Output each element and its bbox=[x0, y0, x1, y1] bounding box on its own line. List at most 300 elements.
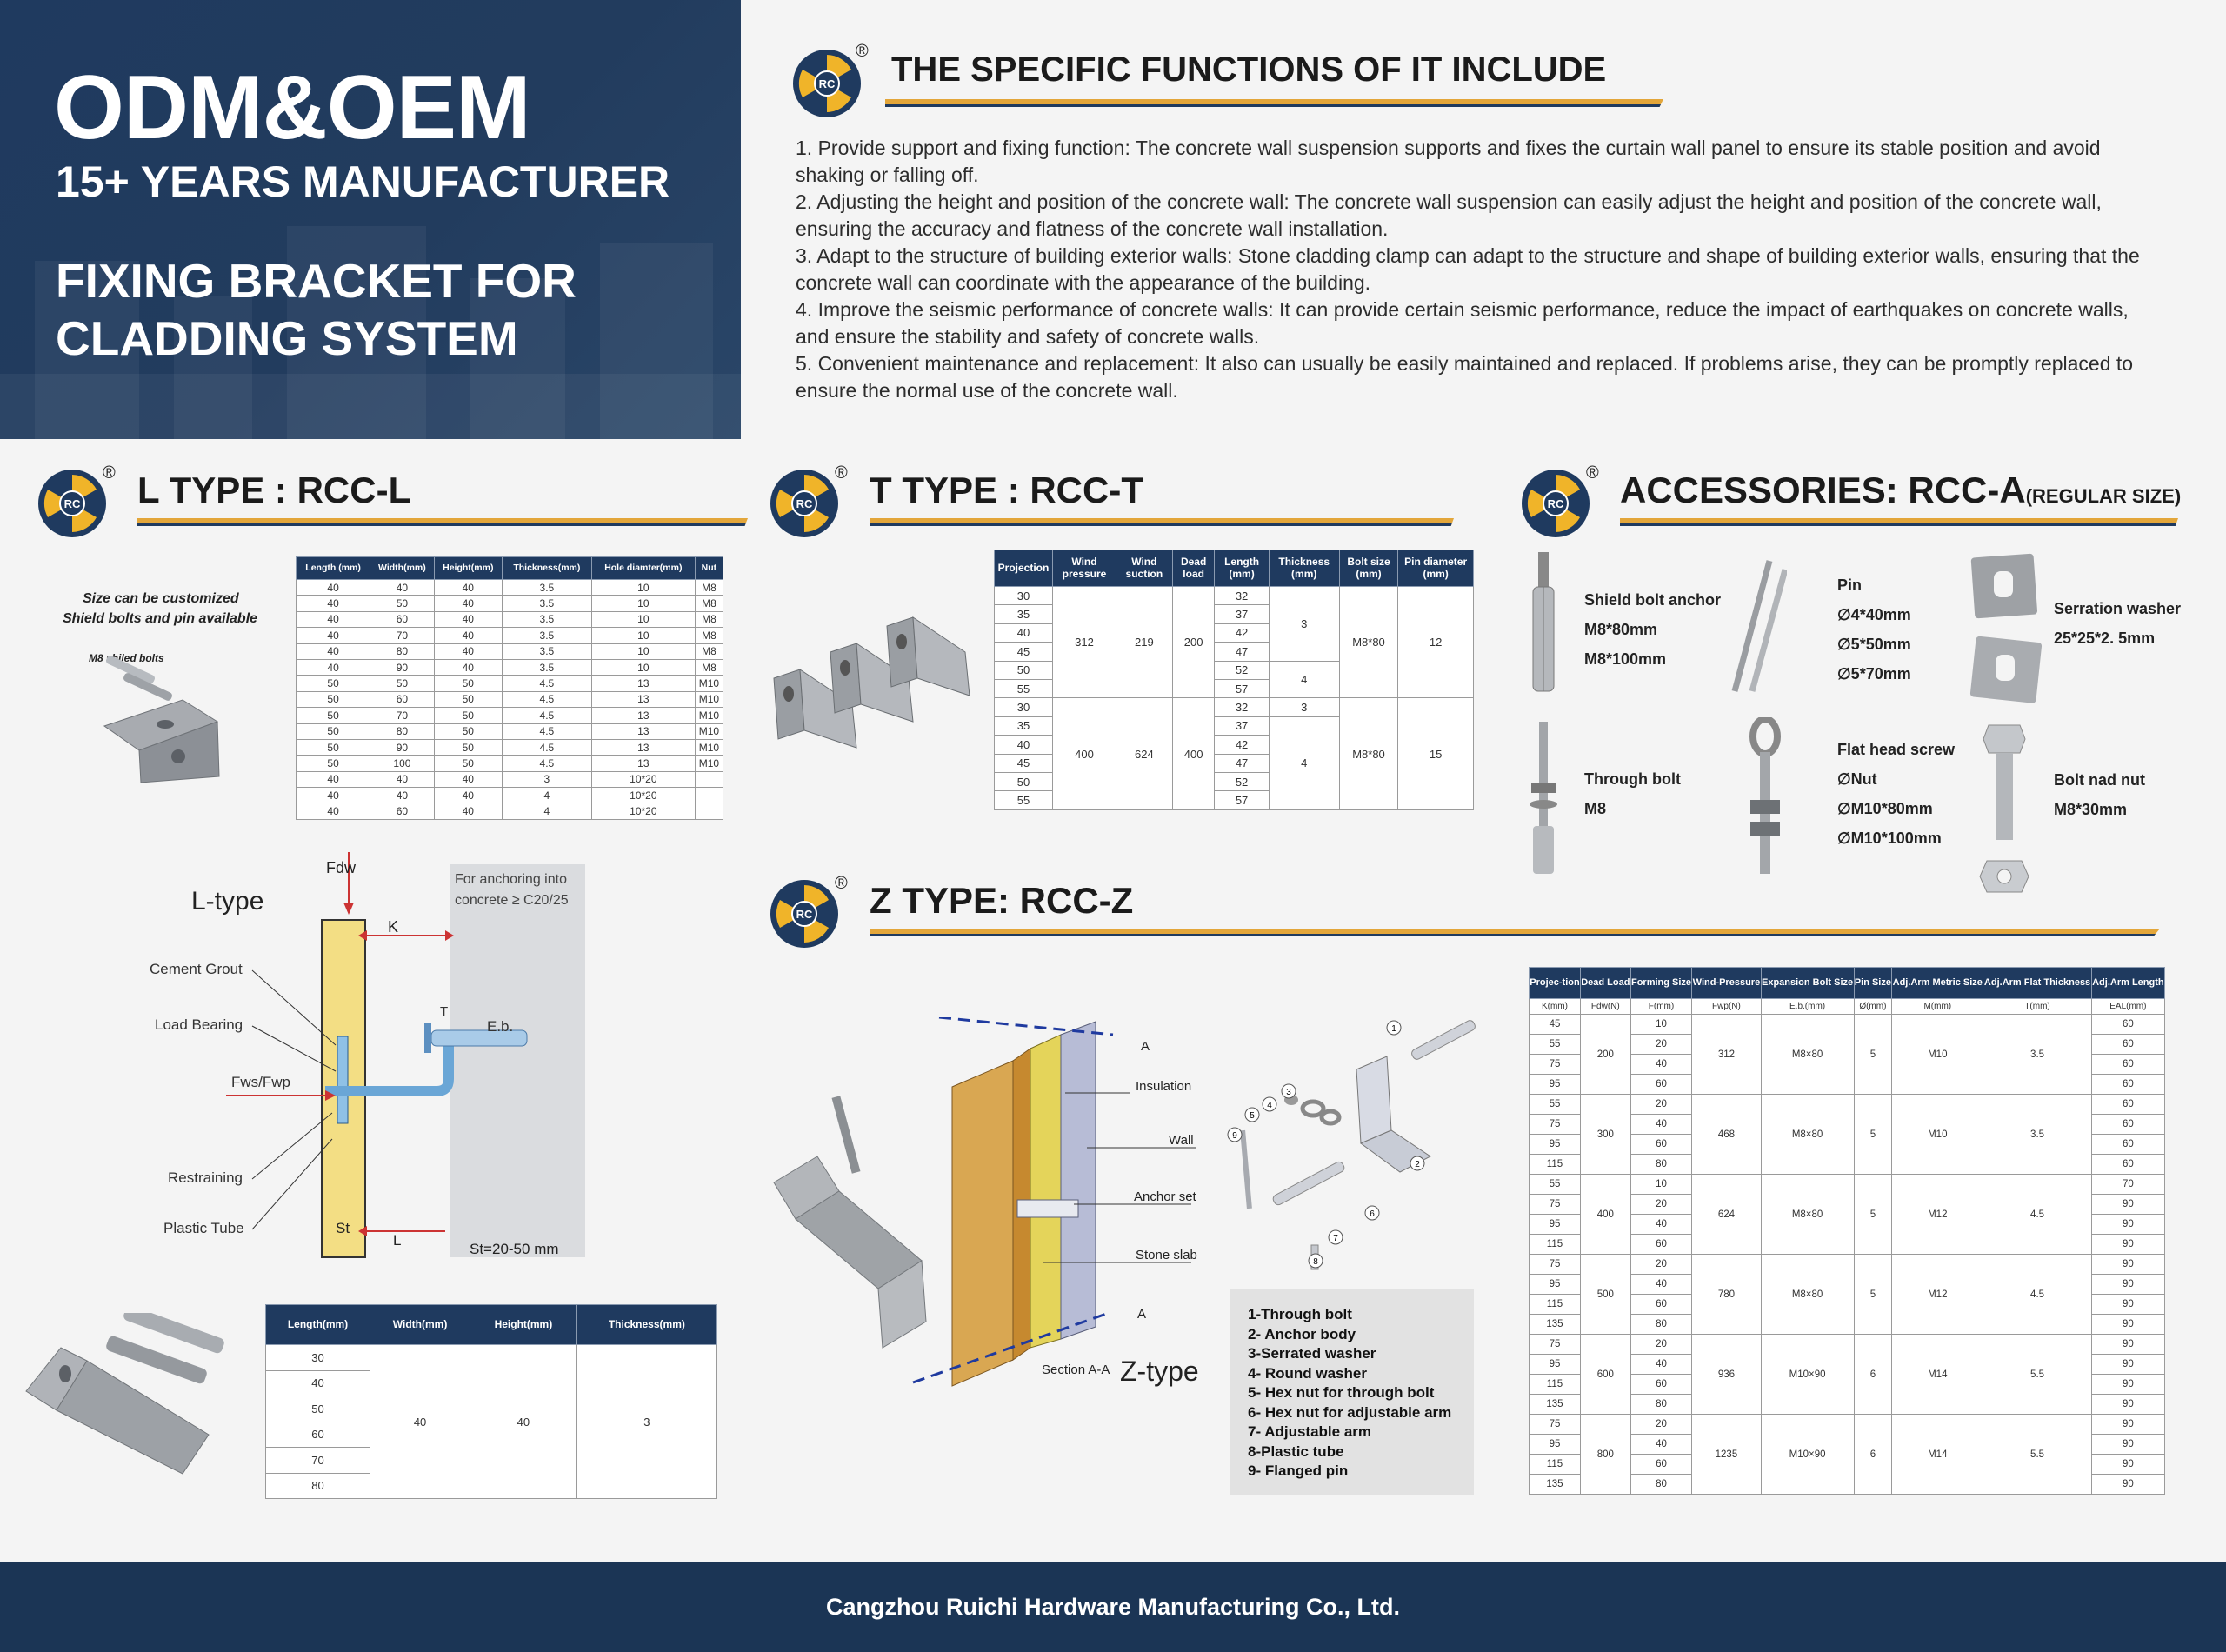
table-cell: 4.5 bbox=[1983, 1175, 2091, 1255]
table-cell: 47 bbox=[1215, 643, 1269, 661]
part-number: 9 bbox=[1232, 1131, 1237, 1141]
through-bolt-label bbox=[1584, 764, 1681, 823]
table-cell: 4.5 bbox=[502, 723, 591, 739]
table-header: Height(mm) bbox=[434, 557, 502, 580]
table-cell: 40 bbox=[434, 596, 502, 611]
t-type-title: T TYPE : RCC-T bbox=[870, 470, 1143, 510]
table-cell: M10 bbox=[1892, 1015, 1983, 1095]
table-cell: M10 bbox=[695, 739, 723, 755]
table-cell: 13 bbox=[591, 691, 695, 707]
table-cell: 50 bbox=[297, 756, 370, 771]
part-number: 2 bbox=[1415, 1160, 1420, 1169]
bolt-and-nut-label bbox=[2054, 765, 2145, 824]
table-cell: 90 bbox=[2091, 1415, 2164, 1435]
table-header: Length (mm) bbox=[1215, 550, 1269, 587]
table-cell: 55 bbox=[1530, 1095, 1581, 1115]
bolt-and-nut-photo bbox=[1978, 722, 2030, 896]
table-cell: 60 bbox=[2091, 1075, 2164, 1095]
table-cell: 60 bbox=[370, 611, 435, 627]
table-cell: 42 bbox=[1215, 623, 1269, 642]
pin bbox=[337, 1036, 348, 1123]
table-header: Length(mm) bbox=[266, 1305, 370, 1345]
table-cell: 20 bbox=[1630, 1035, 1692, 1055]
table-cell: 50 bbox=[434, 756, 502, 771]
table-row bbox=[297, 628, 723, 643]
table-cell: 52 bbox=[1215, 661, 1269, 679]
table-cell: 50 bbox=[370, 676, 435, 691]
table-cell: 40 bbox=[995, 736, 1053, 754]
table-cell: 57 bbox=[1215, 791, 1269, 809]
accessory-size: ∅M10*80mm bbox=[1837, 800, 1933, 817]
table-cell: 4 bbox=[502, 803, 591, 819]
table-row bbox=[1530, 1335, 2165, 1355]
l-type-title-underline bbox=[137, 518, 748, 526]
accessory-size: ∅M10*100mm bbox=[1837, 829, 1942, 847]
table-row bbox=[266, 1345, 717, 1371]
table-cell: 60 bbox=[2091, 1035, 2164, 1055]
pin-label bbox=[1837, 570, 1911, 689]
table-unit: F(mm) bbox=[1630, 999, 1692, 1015]
table-cell: 50 bbox=[297, 708, 370, 723]
table-cell: 90 bbox=[2091, 1375, 2164, 1395]
table-cell: 50 bbox=[297, 676, 370, 691]
table-unit: E.b.(mm) bbox=[1761, 999, 1854, 1015]
table-cell: 80 bbox=[266, 1473, 370, 1499]
table-cell: 70 bbox=[266, 1448, 370, 1474]
rc-logo-icon bbox=[791, 48, 863, 119]
table-cell: 90 bbox=[2091, 1215, 2164, 1235]
legend-item: 6- Hex nut for adjustable arm bbox=[1248, 1403, 1452, 1421]
leader-line bbox=[252, 1113, 332, 1179]
table-cell: M8*80 bbox=[1339, 587, 1398, 698]
table-cell: 60 bbox=[370, 691, 435, 707]
table-cell: 55 bbox=[1530, 1175, 1581, 1195]
table-cell: 47 bbox=[1215, 754, 1269, 772]
table-cell: 5 bbox=[1854, 1095, 1892, 1175]
table-cell: M10 bbox=[695, 708, 723, 723]
table-cell: 4.5 bbox=[502, 708, 591, 723]
table-header: Adj.Arm Metric Size bbox=[1892, 968, 1983, 999]
table-cell: 95 bbox=[1530, 1435, 1581, 1455]
legend-item: 8-Plastic tube bbox=[1248, 1442, 1344, 1460]
table-cell: 135 bbox=[1530, 1475, 1581, 1495]
table-header: Dead load bbox=[1172, 550, 1215, 587]
table-cell: 20 bbox=[1630, 1095, 1692, 1115]
table-cell: 115 bbox=[1530, 1375, 1581, 1395]
table-header: Wind suction bbox=[1116, 550, 1172, 587]
table-cell: 3.5 bbox=[502, 659, 591, 675]
diagram-label: Cement Grout bbox=[150, 961, 243, 977]
table-row bbox=[1530, 1415, 2165, 1435]
table-cell: M8 bbox=[695, 643, 723, 659]
accessory-size: ∅Nut bbox=[1837, 770, 1877, 788]
table-cell: 780 bbox=[1692, 1255, 1761, 1335]
table-cell: 60 bbox=[2091, 1015, 2164, 1035]
table-cell: 75 bbox=[1530, 1115, 1581, 1135]
accessory-size: ∅5*70mm bbox=[1837, 665, 1911, 683]
concrete-block bbox=[450, 864, 585, 1257]
accessory-name: Shield bolt anchor bbox=[1584, 591, 1722, 609]
table-header: Thickness (mm) bbox=[1269, 550, 1339, 587]
table-cell: 40 bbox=[297, 788, 370, 803]
table-cell: M8×80 bbox=[1761, 1255, 1854, 1335]
table-cell: M8×80 bbox=[1761, 1175, 1854, 1255]
table-cell bbox=[695, 788, 723, 803]
table-cell: 6 bbox=[1854, 1415, 1892, 1495]
table-cell: 80 bbox=[370, 643, 435, 659]
table-cell: 10 bbox=[591, 659, 695, 675]
table-cell: 90 bbox=[2091, 1335, 2164, 1355]
table-cell: 40 bbox=[434, 659, 502, 675]
table-cell: 55 bbox=[995, 791, 1053, 809]
rc-logo-icon bbox=[1520, 468, 1591, 539]
table-cell: 400 bbox=[1172, 698, 1215, 809]
svg-text:RC: RC bbox=[818, 77, 836, 90]
table-cell: 600 bbox=[1580, 1335, 1630, 1415]
diagram-label: Plastic Tube bbox=[163, 1220, 244, 1236]
table-row bbox=[995, 698, 1474, 716]
table-cell: 40 bbox=[297, 659, 370, 675]
table-cell: 10*20 bbox=[591, 803, 695, 819]
table-cell: 60 bbox=[1630, 1135, 1692, 1155]
table-cell: 90 bbox=[2091, 1315, 2164, 1335]
table-cell: 312 bbox=[1053, 587, 1116, 698]
table-cell: 90 bbox=[2091, 1195, 2164, 1215]
table-row bbox=[297, 739, 723, 755]
table-cell: 40 bbox=[370, 580, 435, 596]
diagram-label: L bbox=[393, 1232, 402, 1249]
accessory-size: 25*25*2. 5mm bbox=[2054, 629, 2156, 647]
part-number: 3 bbox=[1286, 1088, 1291, 1097]
table-cell: 40 bbox=[470, 1345, 577, 1499]
table-cell: 60 bbox=[1630, 1295, 1692, 1315]
table-cell: 312 bbox=[1692, 1015, 1761, 1095]
table-cell: 37 bbox=[1215, 716, 1269, 735]
table-cell: 10 bbox=[591, 580, 695, 596]
diagram-label: T bbox=[440, 1004, 449, 1019]
rc-logo-icon bbox=[769, 468, 840, 539]
table-cell: 5 bbox=[1854, 1015, 1892, 1095]
table-cell: M10 bbox=[1892, 1095, 1983, 1175]
table-unit: Fdw(N) bbox=[1580, 999, 1630, 1015]
table-cell: 115 bbox=[1530, 1155, 1581, 1175]
table-header: Nut bbox=[695, 557, 723, 580]
table-cell: 115 bbox=[1530, 1235, 1581, 1255]
diagram-label: Insulation bbox=[1136, 1079, 1192, 1094]
table-cell: 200 bbox=[1580, 1015, 1630, 1095]
table-cell: 32 bbox=[1215, 587, 1269, 605]
diagram-label: Fws/Fwp bbox=[231, 1074, 290, 1090]
diagram-title: L-type bbox=[191, 887, 264, 916]
table-cell: 500 bbox=[1580, 1255, 1630, 1335]
table-cell: 40 bbox=[297, 611, 370, 627]
accessories-title-underline bbox=[1620, 518, 2178, 526]
table-cell: 13 bbox=[591, 739, 695, 755]
table-cell: 95 bbox=[1530, 1075, 1581, 1095]
table-cell: 4.5 bbox=[502, 756, 591, 771]
table-cell: 4 bbox=[502, 788, 591, 803]
legend-item: 1-Through bolt bbox=[1248, 1306, 1352, 1322]
table-cell: 20 bbox=[1630, 1335, 1692, 1355]
l-type-diagram bbox=[139, 852, 591, 1278]
table-cell: 90 bbox=[370, 739, 435, 755]
table-cell: 52 bbox=[1215, 772, 1269, 790]
table-row bbox=[1530, 1175, 2165, 1195]
table-cell: 60 bbox=[266, 1422, 370, 1448]
diagram-label: E.b. bbox=[487, 1018, 514, 1035]
table-cell: 400 bbox=[1053, 698, 1116, 809]
table-cell: 200 bbox=[1172, 587, 1215, 698]
table-cell: 50 bbox=[434, 739, 502, 755]
table-cell: 50 bbox=[434, 708, 502, 723]
table-cell: 135 bbox=[1530, 1315, 1581, 1335]
function-item: 2. Adjusting the height and position of the concrete wall: The concrete wall suspension can easily adjust the height and position of the concrete wall, ensuring the accuracy and flatness of the concrete wall installation. bbox=[796, 190, 2102, 240]
z-type-parts-legend bbox=[1230, 1289, 1474, 1495]
hero-banner bbox=[0, 0, 741, 439]
table-cell: 5.5 bbox=[1983, 1335, 2091, 1415]
diagram-label: Section A-A bbox=[1042, 1362, 1110, 1377]
table-cell: 50 bbox=[434, 723, 502, 739]
part-number: 4 bbox=[1267, 1101, 1272, 1110]
table-cell: 55 bbox=[995, 679, 1053, 697]
table-row bbox=[995, 587, 1474, 605]
table-cell: M8*80 bbox=[1339, 698, 1398, 809]
hero-title: ODM&OEM bbox=[54, 57, 530, 158]
l-type-title: L TYPE : RCC-L bbox=[137, 470, 411, 510]
table-cell: 75 bbox=[1530, 1195, 1581, 1215]
table-cell: M14 bbox=[1892, 1415, 1983, 1495]
table-cell: 40 bbox=[1630, 1115, 1692, 1135]
table-cell: 90 bbox=[2091, 1455, 2164, 1475]
pin-photo bbox=[1717, 556, 1787, 696]
diagram-label: Load Bearing bbox=[155, 1016, 243, 1033]
table-cell: 90 bbox=[2091, 1395, 2164, 1415]
table-cell: 90 bbox=[2091, 1475, 2164, 1495]
table-cell: 10 bbox=[1630, 1015, 1692, 1035]
table-cell: 75 bbox=[1530, 1415, 1581, 1435]
table-cell: 468 bbox=[1692, 1095, 1761, 1175]
table-cell: 57 bbox=[1215, 679, 1269, 697]
table-cell: 10 bbox=[591, 611, 695, 627]
table-cell: 3.5 bbox=[502, 628, 591, 643]
table-cell: 115 bbox=[1530, 1295, 1581, 1315]
table-cell: 90 bbox=[2091, 1275, 2164, 1295]
serration-washer-label bbox=[2054, 594, 2181, 653]
svg-text:RC: RC bbox=[1547, 497, 1564, 510]
table-row bbox=[297, 788, 723, 803]
table-cell: 10 bbox=[591, 596, 695, 611]
function-item: 1. Provide support and fixing function: The concrete wall suspension supports and fixes the curtain wall panel to ensure its stable position and avoid shaking or falling off. bbox=[796, 137, 2101, 186]
table-cell: 3.5 bbox=[502, 596, 591, 611]
function-item: 4. Improve the seismic performance of concrete walls: It can provide certain seismic performance, reduce the impact of earthquakes on concrete walls, and ensure the stability and safety of concrete walls. bbox=[796, 298, 2129, 348]
table-cell: 40 bbox=[297, 803, 370, 819]
table-header: Forming Size bbox=[1630, 968, 1692, 999]
t-type-title-underline bbox=[870, 518, 1454, 526]
table-cell: 3 bbox=[502, 771, 591, 787]
table-header: Wind pressure bbox=[1053, 550, 1116, 587]
table-cell: 60 bbox=[1630, 1075, 1692, 1095]
table-row bbox=[297, 708, 723, 723]
table-cell: 75 bbox=[1530, 1255, 1581, 1275]
table-cell: 90 bbox=[2091, 1255, 2164, 1275]
table-header: Bolt size (mm) bbox=[1339, 550, 1398, 587]
function-item: 5. Convenient maintenance and replacement: It also can usually be easily maintained and replaced. If problems arise, they can be promptly replaced to ensure the normal use of the concrete wall. bbox=[796, 352, 2134, 402]
table-cell: 95 bbox=[1530, 1215, 1581, 1235]
flat-head-screw-label bbox=[1837, 735, 1955, 853]
serration-washer-photo bbox=[1969, 552, 2043, 704]
z-type-title-underline bbox=[870, 929, 2160, 936]
table-cell: 40 bbox=[370, 771, 435, 787]
table-cell: 135 bbox=[1530, 1395, 1581, 1415]
table-cell: 95 bbox=[1530, 1135, 1581, 1155]
table-cell: 4 bbox=[1269, 661, 1339, 698]
legend-item: 2- Anchor body bbox=[1248, 1325, 1356, 1342]
table-cell: M8 bbox=[695, 596, 723, 611]
part-number: 1 bbox=[1391, 1024, 1396, 1034]
table-cell: 60 bbox=[2091, 1095, 2164, 1115]
table-cell: 40 bbox=[297, 771, 370, 787]
table-cell: M8 bbox=[695, 628, 723, 643]
diagram-label: concrete ≥ C20/25 bbox=[455, 893, 569, 908]
table-cell: 35 bbox=[995, 605, 1053, 623]
table-cell: 300 bbox=[1580, 1095, 1630, 1175]
z-type-spec-table bbox=[1529, 967, 2165, 1495]
function-item: 3. Adapt to the structure of building exterior walls: Stone cladding clamp can adapt to the structure and shape of building exterior walls, ensuring that the concrete wall can coordinate with the appearance of the building. bbox=[796, 244, 2140, 294]
table-cell: 90 bbox=[370, 659, 435, 675]
table-cell: 75 bbox=[1530, 1055, 1581, 1075]
table-cell: 3.5 bbox=[502, 580, 591, 596]
l-type-spec-table bbox=[296, 556, 723, 820]
table-header: Wind-Pressure bbox=[1692, 968, 1761, 999]
table-cell: 1235 bbox=[1692, 1415, 1761, 1495]
table-cell: 3 bbox=[1269, 698, 1339, 716]
table-cell: 60 bbox=[1630, 1455, 1692, 1475]
table-cell: 40 bbox=[434, 643, 502, 659]
table-cell: 4.5 bbox=[1983, 1255, 2091, 1335]
table-cell: 45 bbox=[995, 643, 1053, 661]
table-cell: M12 bbox=[1892, 1255, 1983, 1335]
table-cell: 40 bbox=[1630, 1215, 1692, 1235]
functions-title-underline bbox=[885, 99, 1663, 107]
leader-line bbox=[252, 1139, 332, 1229]
table-cell: 50 bbox=[995, 772, 1053, 790]
table-cell: 40 bbox=[1630, 1275, 1692, 1295]
table-header: Expansion Bolt Size bbox=[1761, 968, 1854, 999]
table-row bbox=[297, 676, 723, 691]
table-cell: 800 bbox=[1580, 1415, 1630, 1495]
table-unit: T(mm) bbox=[1983, 999, 2091, 1015]
table-cell: 90 bbox=[2091, 1295, 2164, 1315]
table-cell: 100 bbox=[370, 756, 435, 771]
table-cell: 80 bbox=[370, 723, 435, 739]
table-cell: 20 bbox=[1630, 1195, 1692, 1215]
factory-ground bbox=[0, 374, 741, 439]
table-cell: 115 bbox=[1530, 1455, 1581, 1475]
accessories-title: ACCESSORIES: RCC-A(REGULAR SIZE) bbox=[1620, 470, 2182, 510]
registered-mark: ® bbox=[835, 463, 848, 483]
table-cell: 35 bbox=[995, 716, 1053, 735]
table-cell: 70 bbox=[370, 628, 435, 643]
table-cell: M10 bbox=[695, 691, 723, 707]
table-header: Hole diamter(mm) bbox=[591, 557, 695, 580]
table-cell: 50 bbox=[266, 1396, 370, 1422]
table-cell: 13 bbox=[591, 708, 695, 723]
table-row bbox=[297, 596, 723, 611]
table-unit: EAL(mm) bbox=[2091, 999, 2164, 1015]
table-cell: 60 bbox=[2091, 1135, 2164, 1155]
table-cell: 50 bbox=[297, 691, 370, 707]
accessory-name: Bolt nad nut bbox=[2054, 771, 2145, 789]
diagram-label: Fdw bbox=[326, 859, 357, 876]
table-unit: Ø(mm) bbox=[1854, 999, 1892, 1015]
diagram-label: A bbox=[1137, 1307, 1147, 1322]
functions-title: THE SPECIFIC FUNCTIONS OF IT INCLUDE bbox=[891, 50, 1607, 89]
table-cell: M10 bbox=[695, 756, 723, 771]
table-cell: 60 bbox=[1630, 1235, 1692, 1255]
table-header: Width(mm) bbox=[370, 557, 435, 580]
table-cell: 32 bbox=[1215, 698, 1269, 716]
table-cell: 4.5 bbox=[502, 691, 591, 707]
table-cell: M8×80 bbox=[1761, 1015, 1854, 1095]
table-cell: 13 bbox=[591, 756, 695, 771]
table-cell: 5 bbox=[1854, 1175, 1892, 1255]
table-cell: 42 bbox=[1215, 736, 1269, 754]
table-cell: 40 bbox=[297, 628, 370, 643]
table-cell: 3.5 bbox=[502, 611, 591, 627]
table-cell: 4.5 bbox=[502, 676, 591, 691]
table-header: Projec-tion bbox=[1530, 968, 1581, 999]
legend-item: 9- Flanged pin bbox=[1248, 1462, 1349, 1479]
accessory-size: M8*100mm bbox=[1584, 650, 1667, 668]
wall-layer bbox=[1061, 1022, 1096, 1339]
table-cell: 50 bbox=[370, 596, 435, 611]
part-number: 7 bbox=[1333, 1234, 1338, 1243]
table-cell: 15 bbox=[1398, 698, 1474, 809]
table-cell bbox=[695, 803, 723, 819]
diagram-title: Z-type bbox=[1120, 1356, 1199, 1387]
table-cell: M8 bbox=[695, 611, 723, 627]
svg-text:RC: RC bbox=[796, 497, 813, 510]
rc-logo-icon bbox=[37, 468, 108, 539]
table-cell: 3.5 bbox=[1983, 1095, 2091, 1175]
table-cell: 10*20 bbox=[591, 771, 695, 787]
table-cell: 45 bbox=[1530, 1015, 1581, 1035]
hero-subtitle: 15+ YEARS MANUFACTURER bbox=[56, 157, 670, 206]
table-cell: 45 bbox=[995, 754, 1053, 772]
table-cell: 40 bbox=[297, 643, 370, 659]
footer-bar bbox=[0, 1562, 2226, 1652]
accessory-size: ∅5*50mm bbox=[1837, 636, 1911, 653]
table-cell: 40 bbox=[1630, 1355, 1692, 1375]
table-header: Adj.Arm Flat Thickness bbox=[1983, 968, 2091, 999]
table-cell: 40 bbox=[266, 1370, 370, 1396]
table-cell: 10 bbox=[1630, 1175, 1692, 1195]
accessory-size: M8 bbox=[1584, 800, 1607, 817]
part-number: 5 bbox=[1250, 1111, 1255, 1121]
table-cell: M12 bbox=[1892, 1175, 1983, 1255]
l-type-note: M8 shiled bolts bbox=[89, 652, 164, 664]
table-cell: 40 bbox=[434, 771, 502, 787]
insulation-layer bbox=[1030, 1035, 1061, 1348]
stone-slab-face bbox=[952, 1061, 1013, 1386]
diagram-label: Wall bbox=[1169, 1133, 1194, 1148]
table-cell: 70 bbox=[370, 708, 435, 723]
table-cell: 40 bbox=[434, 803, 502, 819]
table-cell: M10×90 bbox=[1761, 1415, 1854, 1495]
accessory-name: Pin bbox=[1837, 576, 1863, 594]
table-cell: 90 bbox=[2091, 1435, 2164, 1455]
table-cell bbox=[695, 771, 723, 787]
